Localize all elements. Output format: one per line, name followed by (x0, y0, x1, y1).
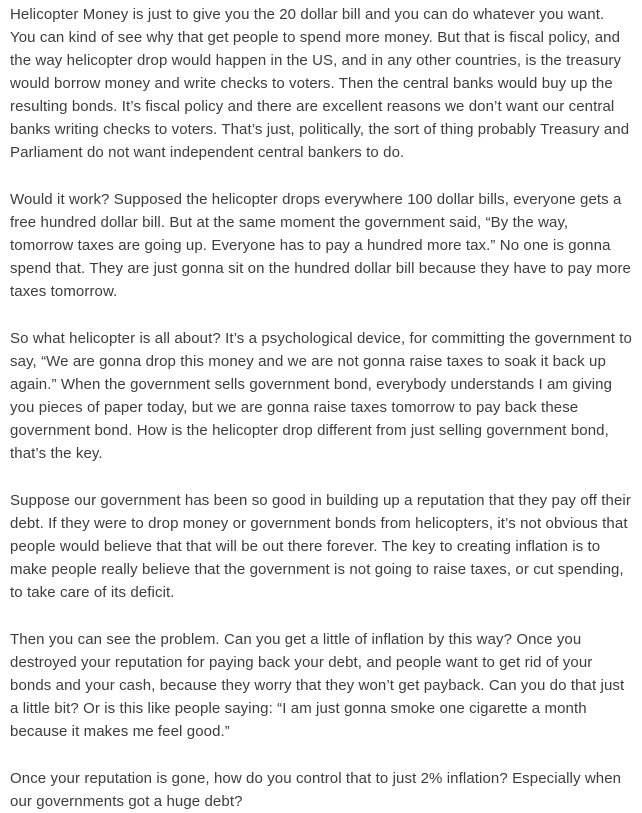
paragraph-would-it-work: Would it work? Supposed the helicopter drops everywhere 100 dollar bills, everyone gets a free hundred dollar bill. But at the same moment the government said, “By the way, tomorrow taxes are going up. Everyone has to pay a hundred more tax.” No one is gonna spend that. They are just gonna sit on the hundred dollar bill because they have to pay more taxes tomorrow. (10, 191, 631, 300)
paragraph-government-reputation: Suppose our government has been so good in building up a reputation that they pay off their debt. If they were to drop money or government bonds from helicopters, it’s not obvious that people would believe that that will be out there forever. The key to creating inflation is to make people really believe that the government is not going to raise taxes, or cut spending, to take care of its deficit. (10, 492, 631, 601)
paragraph-see-the-problem: Then you can see the problem. Can you get a little of inflation by this way? Once you destroyed your reputation for paying back your debt, and people want to get rid of your bonds and your cash, because they worry that they won’t get payback. Can you do that just a little bit? Or is this like people saying: “I am just gonna smoke one cigarette a month because it makes me feel good.” (10, 631, 625, 740)
paragraph-psychological-device: So what helicopter is all about? It’s a psychological device, for committing the government to say, “We are gonna drop this money and we are not gonna raise taxes to soak it back up again.” When the government sells government bond, everybody understands I am giving you pieces of paper today, but we are gonna raise taxes tomorrow to pay back these government bond. How is the helicopter drop different from just selling government bond, that’s the key. (10, 330, 632, 462)
paragraph-helicopter-fiscal-policy: Helicopter Money is just to give you the 20 dollar bill and you can do whatever you want. You can kind of see why that get people to spend more money. But that is fiscal policy, and the way helicopter drop would happen in the US, and in any other countries, is the treasury would borrow money and write checks to voters. Then the central banks would buy up the resulting bonds. It’s fiscal policy and there are excellent reasons we don’t want our central banks writing checks to voters. That’s just, politically, the sort of thing probably Treasury and Parliament do not want independent central bankers to do. (10, 6, 630, 161)
paragraph-reputation-gone: Once your reputation is gone, how do you control that to just 2% inflation? Especially when our governments got a huge debt? (10, 770, 622, 810)
